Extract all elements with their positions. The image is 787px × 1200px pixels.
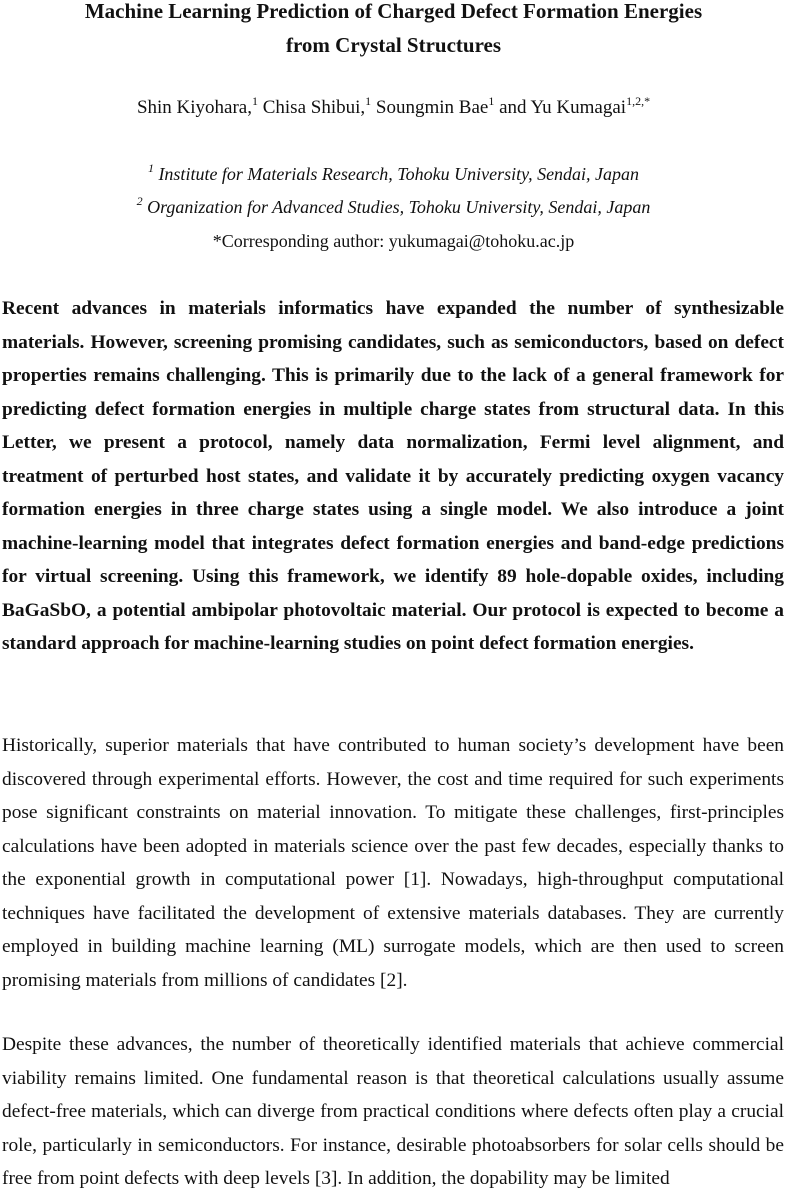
author-affiliation-marker: 1,2,*: [626, 93, 651, 108]
paper-title-line-2: from Crystal Structures: [285, 33, 501, 57]
affiliation-text: Institute for Materials Research, Tohoku University, Sendai, Japan: [158, 164, 640, 184]
author-affiliation-marker: 1: [488, 93, 495, 108]
author-list: [0, 93, 787, 120]
author-name: and Yu Kumagai: [499, 97, 627, 118]
body-paragraph-1: Historically, superior materials that have contributed to human society’s development have been discovered through experimental efforts. However, the cost and time required for such experiments pose significant constraints on material innovation. To mitigate these challenges, first-principles calculations have been adopted in materials science over the past few decades, especially thanks to the exponential growth in computational power [1]. Nowadays, high-throughput computational techniques have facilitated the development of extensive materials databases. They are currently employed in building machine learning (ML) surrogate models, which are then used to screen promising materials from millions of candidates [2].: [2, 735, 784, 991]
corresponding-author: *Corresponding author: yukumagai@tohoku.ac.jp: [212, 231, 575, 251]
author-name: Chisa Shibui,: [262, 97, 366, 118]
body-paragraph-2: Despite these advances, the number of theoretically identified materials that achieve commercial viability remains limited. One fundamental reason is that theoretical calculations usually assume defect-free materials, which can diverge from practical conditions where defects often play a crucial role, particularly in semiconductors. For instance, desirable photoabsorbers for solar cells should be free from point defects with deep levels [3]. In addition, the dopability may be limited: [2, 1034, 784, 1189]
affiliation-text: Organization for Advanced Studies, Tohoku University, Sendai, Japan: [147, 197, 651, 217]
paper-title: [0, 0, 787, 62]
author-name: Soungmin Bae: [375, 97, 489, 118]
author-affiliation-marker: 1: [251, 93, 258, 108]
author-affiliation-marker: 1: [365, 93, 372, 108]
paper-title-line-1: Machine Learning Prediction of Charged Defect Formation Energies: [84, 0, 703, 23]
affiliation-marker: 1: [147, 161, 154, 175]
abstract: Recent advances in materials informatics have expanded the number of synthesizable materials. However, screening promising candidates, such as semiconductors, based on defect properties remains challenging. This is primarily due to the lack of a general framework for predicting defect formation energies in multiple charge states from structural data. In this Letter, we present a protocol, namely data normalization, Fermi level alignment, and treatment of perturbed host states, and validate it by accurately predicting oxygen vacancy formation energies in three charge states using a single model. We also introduce a joint machine-learning model that integrates defect formation energies and band-edge predictions for virtual screening. Using this framework, we identify 89 hole-dopable oxides, including BaGaSbO, a potential ambipolar photovoltaic material. Our protocol is expected to become a standard approach for machine-learning studies on point defect formation energies.: [2, 298, 784, 654]
affiliation-1: [0, 162, 787, 186]
affiliation-2: [0, 195, 787, 219]
author-name: Shin Kiyohara,: [136, 97, 252, 118]
affiliation-marker: 2: [136, 194, 143, 208]
